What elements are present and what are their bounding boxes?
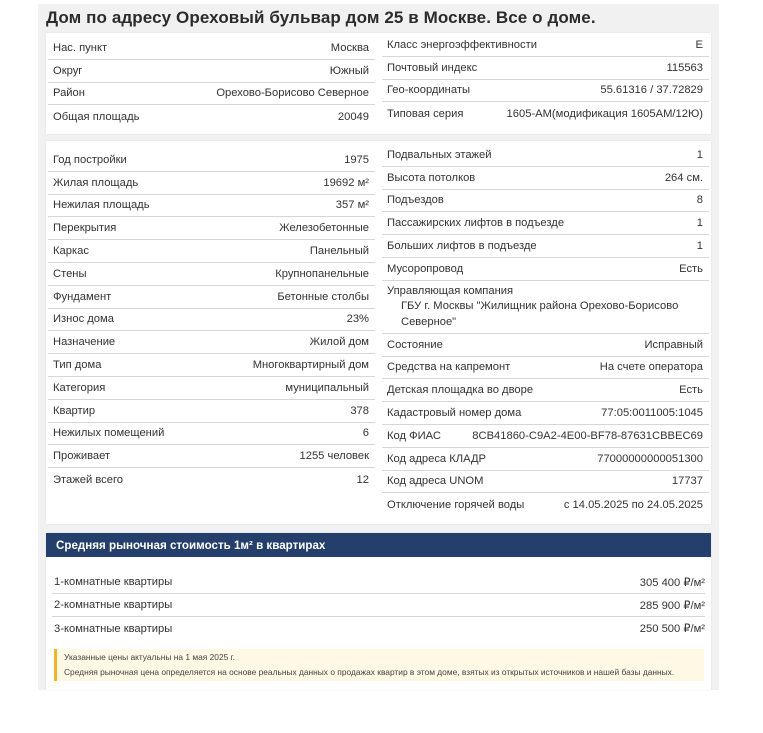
- row-label: Типовая серия: [387, 107, 464, 120]
- info-row-playground: [382, 379, 709, 402]
- row-label: Почтовый индекс: [387, 61, 478, 74]
- row-value: муниципальный: [285, 381, 369, 394]
- info-row-repair-funds: [382, 357, 709, 380]
- row-label: Класс энергоэффективности: [387, 38, 537, 51]
- location-left-column: [48, 33, 375, 128]
- row-value: Южный: [329, 64, 369, 77]
- info-row-walls: [48, 263, 375, 286]
- price-list: [52, 571, 705, 640]
- row-value: Жилой дом: [309, 336, 369, 349]
- row-value: 12: [356, 473, 369, 486]
- row-label: Детская площадка во дворе: [387, 384, 534, 397]
- row-label: Стены: [53, 267, 87, 280]
- info-row-nonliving-rooms: [48, 423, 375, 446]
- row-label: Тип дома: [53, 359, 102, 372]
- info-row-frame: [48, 240, 375, 263]
- info-row-kladr-code: [382, 448, 709, 471]
- row-label: Пассажирских лифтов в подъезде: [387, 217, 565, 230]
- row-label: Подвальных этажей: [387, 148, 492, 161]
- row-label: Категория: [53, 381, 106, 394]
- info-row-postal-code: [382, 57, 709, 80]
- row-label: Перекрытия: [53, 222, 117, 235]
- row-label: Нежилых помещений: [53, 427, 165, 440]
- row-value: Орехово-Борисово Северное: [216, 87, 369, 100]
- row-label: Состояние: [387, 338, 443, 351]
- info-row-condition: [382, 334, 709, 357]
- row-value: 77:05:0011005:1045: [601, 407, 703, 420]
- info-row-house-type: [48, 354, 375, 377]
- info-row-cargo-lifts: [382, 235, 709, 258]
- row-label: Средства на капремонт: [387, 361, 511, 374]
- details-card: [46, 141, 711, 524]
- row-label: Гео-координаты: [387, 84, 471, 97]
- row-value: 1: [696, 240, 703, 253]
- row-label: Нежилая площадь: [53, 199, 150, 212]
- row-label: Год постройки: [53, 153, 127, 166]
- info-row-hot-water-shutdown: [382, 493, 709, 516]
- row-value: E: [695, 38, 703, 51]
- row-value: Панельный: [309, 245, 369, 258]
- row-label: Каркас: [53, 245, 89, 258]
- row-label: Код адреса КЛАДР: [387, 452, 486, 465]
- row-value: 77000000000051300: [597, 452, 703, 465]
- price-label: 2-комнатные квартиры: [54, 599, 173, 611]
- row-label: Проживает: [53, 450, 111, 463]
- info-row-total-area: [48, 105, 375, 128]
- location-right-column: [382, 33, 709, 125]
- row-value: 378: [350, 404, 369, 417]
- row-label: Код адреса UNOM: [387, 475, 484, 488]
- row-value: 8CB41860-C9A2-4E00-BF78-87631CBBEC69: [472, 429, 703, 442]
- info-row-floors-total: [48, 468, 375, 491]
- price-value: 250 500 ₽/м²: [639, 623, 705, 635]
- price-note-date: Указанные цены актуальны на 1 мая 2025 г.: [64, 652, 235, 662]
- row-value: Крупнопанельные: [275, 267, 369, 280]
- row-value: ГБУ г. Москвы "Жилищник района Орехово-Борисово Северное": [401, 299, 679, 328]
- price-value: 305 400 ₽/м²: [639, 576, 705, 589]
- row-value: 20049: [337, 110, 369, 123]
- row-label: Износ дома: [53, 313, 114, 326]
- info-row-energy-class: [382, 34, 709, 57]
- row-value: 115563: [666, 61, 703, 74]
- row-label: Больших лифтов в подъезде: [387, 240, 537, 253]
- row-value: 8: [696, 194, 703, 207]
- row-value: 1: [696, 148, 703, 161]
- details-right-column: [382, 141, 709, 516]
- row-value: Бетонные столбы: [277, 290, 369, 303]
- row-value: Есть: [679, 262, 703, 275]
- row-value: Железобетонные: [279, 222, 369, 235]
- row-label: Управляющая компания: [387, 284, 514, 297]
- price-header: Средняя рыночная стоимость 1м² в квартирах: [46, 533, 711, 557]
- row-value: 17737: [671, 475, 703, 488]
- row-label: Подъездов: [387, 194, 444, 207]
- info-row-foundation: [48, 286, 375, 309]
- info-row-floors-type: [48, 217, 375, 240]
- info-row-nonliving-area: [48, 195, 375, 218]
- price-note: [54, 649, 704, 681]
- row-label: Район: [53, 87, 85, 100]
- page-title: Дом по адресу Ореховый бульвар дом 25 в Москве. Все о доме.: [46, 8, 596, 27]
- row-value: 1605-АМ(модификация 1605АМ/12Ю): [506, 107, 703, 120]
- info-row-district: [48, 60, 375, 83]
- row-label: Мусоропровод: [387, 262, 464, 275]
- row-value: На счете оператора: [599, 361, 703, 374]
- price-row-1-room: [52, 571, 705, 594]
- price-row-3-room: [52, 617, 705, 640]
- row-value: 55.61316 / 37.72829: [600, 84, 703, 97]
- row-label: Жилая площадь: [53, 176, 139, 189]
- info-row-apartments: [48, 400, 375, 423]
- price-label: 3-комнатные квартиры: [54, 622, 173, 635]
- info-row-wear: [48, 309, 375, 332]
- price-row-2-room: [52, 594, 705, 617]
- info-row-ceiling-height: [382, 167, 709, 190]
- info-row-entrances: [382, 190, 709, 213]
- price-value: 285 900 ₽/м²: [639, 599, 705, 612]
- row-label: Общая площадь: [53, 110, 140, 123]
- row-label: Назначение: [53, 336, 116, 349]
- info-row-cadastral-number: [382, 402, 709, 425]
- price-note-method: Средняя рыночная цена определяется на основе реальных данных о продажах квартир в этом доме, взятых из открытых источников и нашей базы данных.: [64, 667, 675, 677]
- row-value: 23%: [346, 313, 369, 326]
- row-value: 1975: [344, 153, 369, 166]
- info-row-area: [48, 83, 375, 106]
- location-card: [46, 33, 711, 134]
- price-card: [46, 533, 711, 690]
- row-value: с 14.05.2025 по 24.05.2025: [563, 498, 703, 511]
- row-label: Фундамент: [53, 290, 112, 303]
- details-left-column: [48, 141, 375, 491]
- info-row-purpose: [48, 331, 375, 354]
- info-row-garbage-chute: [382, 258, 709, 281]
- info-row-living-area: [48, 172, 375, 195]
- row-label: Кадастровый номер дома: [387, 407, 522, 420]
- row-label: Код ФИАС: [387, 429, 441, 442]
- row-value: 1255 человек: [299, 450, 369, 463]
- price-label: 1-комнатные квартиры: [54, 576, 173, 588]
- row-value: 357 м²: [335, 199, 369, 212]
- row-value: Есть: [679, 384, 703, 397]
- info-row-series: [382, 102, 709, 125]
- row-value: 19692 м²: [323, 176, 369, 189]
- house-info-panel: [38, 4, 719, 690]
- info-row-build-year: [48, 149, 375, 172]
- info-row-settlement: [48, 37, 375, 60]
- row-label: Квартир: [53, 404, 96, 417]
- info-row-unom-code: [382, 471, 709, 494]
- row-value: Исправный: [644, 338, 703, 351]
- row-value: 264 см.: [664, 171, 703, 184]
- info-row-basement-floors: [382, 144, 709, 167]
- info-row-residents: [48, 445, 375, 468]
- row-label: Высота потолков: [387, 171, 476, 184]
- row-value: Многоквартирный дом: [252, 359, 369, 372]
- row-label: Нас. пункт: [53, 41, 108, 54]
- info-row-fias-code: [382, 425, 709, 448]
- row-label: Округ: [53, 64, 83, 77]
- info-row-passenger-lifts: [382, 212, 709, 235]
- row-value: Москва: [330, 41, 369, 54]
- info-row-management-company: [382, 281, 709, 334]
- row-label: Этажей всего: [53, 473, 124, 486]
- row-value: 6: [362, 427, 369, 440]
- info-row-category: [48, 377, 375, 400]
- row-value: 1: [696, 217, 703, 230]
- row-label: Отключение горячей воды: [387, 498, 525, 511]
- info-row-geo-coordinates: [382, 80, 709, 103]
